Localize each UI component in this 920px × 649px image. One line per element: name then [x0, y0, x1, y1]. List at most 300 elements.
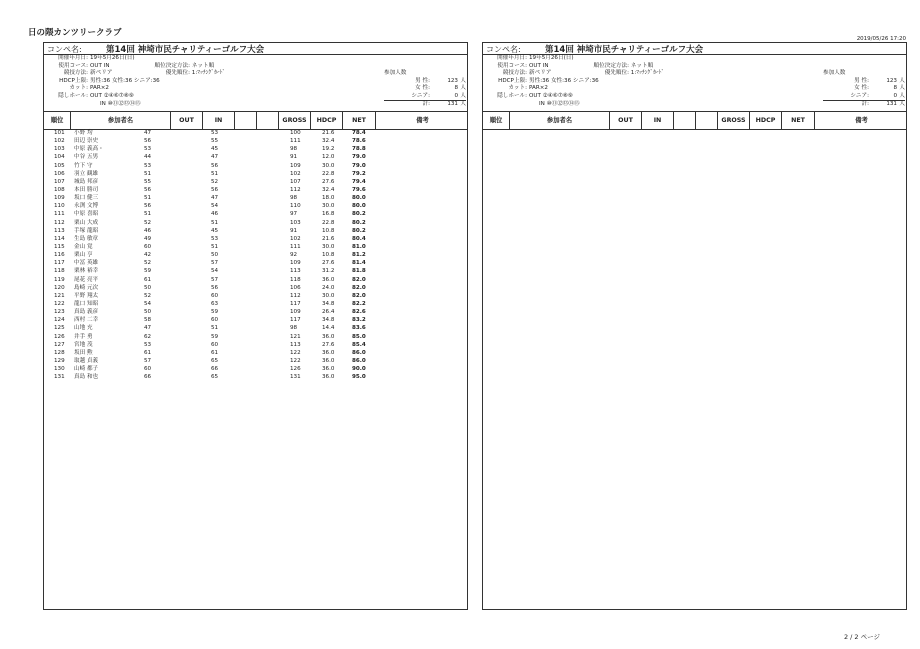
priority-value: 1:ﾏｯﾁﾝｸﾞｶｰﾄﾞ	[630, 70, 665, 77]
compe-name: 第14回 神埼市民チャリティーゴルフ大会	[106, 45, 265, 55]
cell-in: 57	[211, 276, 219, 283]
cell-hdcp: 26.4	[322, 309, 335, 316]
col-hdcp: HDCP	[311, 112, 343, 129]
cell-net: 79.2	[352, 170, 366, 177]
cell-net: 86.0	[352, 357, 366, 364]
cell-rank: 108	[54, 186, 65, 193]
cell-net: 86.0	[352, 349, 366, 356]
cell-rank: 124	[54, 317, 65, 324]
table-row	[44, 194, 467, 202]
cell-out: 61	[144, 276, 152, 283]
cell-net: 80.0	[352, 203, 366, 210]
table-row	[44, 316, 467, 324]
cell-gross: 107	[290, 178, 301, 185]
cell-rank: 116	[54, 252, 65, 259]
cell-net: 79.6	[352, 186, 366, 193]
cut-label: カット:	[508, 85, 527, 92]
cell-name: 手塚 龍昭	[74, 227, 99, 234]
compe-label: コンペ名:	[486, 45, 521, 54]
cell-rank: 110	[54, 203, 65, 210]
cell-hdcp: 32.4	[322, 186, 335, 193]
cell-name: 栗山 亨	[74, 252, 93, 259]
table-row	[44, 219, 467, 227]
cell-out: 42	[144, 252, 152, 259]
cell-in: 54	[211, 203, 219, 210]
cell-rank: 102	[54, 138, 65, 145]
col-name: 参加者名	[71, 112, 171, 129]
cell-net: 80.2	[352, 227, 366, 234]
course-label: 使用コース:	[58, 62, 88, 69]
cell-gross: 113	[290, 268, 301, 275]
hdcp-limit-value: 男性:36 女性:36 シニア:36	[529, 77, 599, 84]
col-hdcp: HDCP	[750, 112, 782, 129]
cell-gross: 97	[290, 211, 298, 218]
total-count: 131	[886, 101, 897, 108]
hidden-hole-in: IN ⑩⑪⑫⑬⑭⑮	[539, 100, 580, 107]
cell-net: 90.0	[352, 366, 366, 373]
cut-value: PAR×2	[529, 85, 548, 92]
table-row	[44, 235, 467, 243]
counts-title: 参加人数	[823, 70, 846, 76]
cell-out: 49	[144, 235, 152, 242]
participant-counts	[384, 70, 466, 109]
course-value: OUT IN	[90, 62, 110, 69]
cell-hdcp: 36.0	[322, 374, 335, 381]
cell-net: 83.6	[352, 325, 366, 332]
rank-method-value: ネット順	[630, 62, 654, 69]
male-count: 123	[447, 77, 458, 84]
cell-hdcp: 36.0	[322, 276, 335, 283]
cell-out: 53	[144, 162, 152, 169]
unit: 人	[460, 77, 466, 84]
method-label: 競技方法:	[502, 70, 527, 77]
cell-hdcp: 30.0	[322, 243, 335, 250]
cell-hdcp: 14.4	[322, 325, 335, 332]
hdcp-limit-value: 男性:36 女性:36 シニア:36	[90, 77, 160, 84]
cell-net: 82.0	[352, 292, 366, 299]
cell-out: 47	[144, 325, 152, 332]
cell-in: 53	[211, 130, 219, 136]
cell-rank: 126	[54, 333, 65, 340]
cell-gross: 92	[290, 252, 298, 259]
cell-net: 82.0	[352, 276, 366, 283]
col-net: NET	[782, 112, 815, 129]
unit: 人	[899, 101, 905, 108]
cell-out: 50	[144, 284, 152, 291]
cell-net: 82.6	[352, 309, 366, 316]
method-value: 新ペリア	[90, 70, 113, 77]
cell-net: 81.4	[352, 260, 366, 267]
cell-out: 51	[144, 195, 152, 202]
rank-method-value: ネット順	[191, 62, 215, 69]
cell-in: 56	[211, 284, 219, 291]
cell-name: 田辺 崇史	[74, 138, 99, 145]
cell-rank: 122	[54, 300, 65, 307]
cell-out: 61	[144, 349, 152, 356]
method-value: 新ペリア	[529, 70, 552, 77]
hidden-hole-label: 隠しホール:	[58, 92, 88, 99]
cell-rank: 118	[54, 268, 65, 275]
cell-rank: 119	[54, 276, 65, 283]
col-rank: 順位	[44, 112, 71, 129]
cell-rank: 125	[54, 325, 65, 332]
course-label: 使用コース:	[497, 62, 527, 69]
cell-gross: 126	[290, 366, 301, 373]
table-row	[44, 153, 467, 161]
cell-in: 61	[211, 349, 219, 356]
cell-gross: 103	[290, 219, 301, 226]
cell-out: 56	[144, 203, 152, 210]
cell-out: 50	[144, 309, 152, 316]
hdcp-limit-label: HDCP上限:	[498, 77, 527, 84]
cell-name: 羽立 観雄	[74, 170, 99, 177]
cell-in: 66	[211, 366, 219, 373]
cell-name: 小野 均	[74, 130, 93, 136]
cell-gross: 106	[290, 284, 301, 291]
participant-counts	[823, 70, 905, 109]
cell-hdcp: 30.0	[322, 203, 335, 210]
cell-rank: 131	[54, 374, 65, 381]
cell-out: 62	[144, 333, 152, 340]
hdcp-limit-label: HDCP上限:	[59, 77, 88, 84]
col-blank-2	[257, 112, 279, 129]
table-row	[44, 129, 467, 137]
cell-net: 79.0	[352, 154, 366, 161]
cell-out: 55	[144, 178, 152, 185]
table-row	[44, 186, 467, 194]
cell-gross: 122	[290, 349, 301, 356]
cell-net: 79.4	[352, 178, 366, 185]
cell-out: 52	[144, 292, 152, 299]
cell-hdcp: 18.0	[322, 195, 335, 202]
table-row	[44, 170, 467, 178]
cell-out: 53	[144, 341, 152, 348]
results-panel-right	[482, 42, 907, 610]
cell-name: 中谷 五男	[74, 154, 99, 161]
cell-in: 45	[211, 227, 219, 234]
cell-in: 56	[211, 162, 219, 169]
cell-name: 西村 二幸	[74, 317, 99, 324]
table-row	[44, 308, 467, 316]
cell-name: 龍口 知昭	[74, 300, 99, 307]
cell-rank: 103	[54, 146, 65, 153]
cell-out: 47	[144, 130, 152, 136]
print-timestamp: 2019/05/26 17:20	[856, 36, 906, 42]
compe-label: コンペ名:	[47, 45, 82, 54]
cell-hdcp: 12.0	[322, 154, 335, 161]
method-label: 競技方法:	[63, 70, 88, 77]
cell-gross: 98	[290, 195, 298, 202]
cell-gross: 131	[290, 374, 301, 381]
cell-out: 54	[144, 300, 152, 307]
cell-net: 80.2	[352, 219, 366, 226]
cell-rank: 121	[54, 292, 65, 299]
date-value: 19年5月26日(日)	[90, 55, 135, 61]
cell-net: 82.0	[352, 284, 366, 291]
cell-name: 中冨 英雄	[74, 260, 99, 267]
table-row	[44, 292, 467, 300]
cell-hdcp: 31.2	[322, 268, 335, 275]
cell-net: 85.0	[352, 333, 366, 340]
cell-gross: 111	[290, 243, 301, 250]
cell-net: 95.0	[352, 374, 366, 381]
cell-hdcp: 24.0	[322, 284, 335, 291]
col-out: OUT	[171, 112, 203, 129]
cell-net: 78.8	[352, 146, 366, 153]
cell-name: 坂田 勲	[74, 349, 93, 356]
cell-gross: 118	[290, 276, 301, 283]
cell-hdcp: 10.8	[322, 227, 335, 234]
cell-in: 54	[211, 268, 219, 275]
cell-rank: 104	[54, 154, 65, 161]
cell-rank: 120	[54, 284, 65, 291]
cell-in: 51	[211, 325, 219, 332]
cell-out: 59	[144, 268, 152, 275]
col-out: OUT	[610, 112, 642, 129]
col-net: NET	[343, 112, 376, 129]
cell-out: 58	[144, 317, 152, 324]
table-row	[44, 324, 467, 332]
cell-in: 65	[211, 374, 219, 381]
col-in: IN	[642, 112, 674, 129]
rank-info	[144, 63, 225, 78]
cell-name: 山崎 都子	[74, 366, 99, 373]
cell-in: 50	[211, 252, 219, 259]
cell-name: 金山 覚	[74, 243, 93, 250]
female-label: 女 性:	[415, 85, 430, 92]
cell-in: 47	[211, 195, 219, 202]
senior-label: シニア:	[411, 92, 430, 99]
hidden-hole-in: IN ⑩⑪⑫⑬⑭⑮	[100, 100, 141, 107]
table-row	[44, 341, 467, 349]
unit: 人	[460, 92, 466, 99]
cell-gross: 102	[290, 235, 301, 242]
results-table-header	[483, 111, 906, 130]
cell-hdcp: 21.6	[322, 235, 335, 242]
cell-name: 中原 喜昭	[74, 211, 99, 218]
cell-in: 45	[211, 146, 219, 153]
cell-in: 59	[211, 333, 219, 340]
cell-in: 63	[211, 300, 219, 307]
event-info	[44, 55, 160, 108]
col-blank-1	[235, 112, 257, 129]
cell-gross: 91	[290, 154, 298, 161]
cell-hdcp: 32.4	[322, 138, 335, 145]
cell-gross: 91	[290, 227, 298, 234]
cell-rank: 111	[54, 211, 65, 218]
table-row	[44, 162, 467, 170]
course-value: OUT IN	[529, 62, 549, 69]
table-row	[44, 202, 467, 210]
unit: 人	[899, 92, 905, 99]
compe-header	[483, 43, 906, 55]
cut-label: カット:	[69, 85, 88, 92]
female-count: 8	[454, 85, 458, 92]
col-blank-2	[696, 112, 718, 129]
date-label: 開催年月日:	[497, 55, 527, 61]
table-row	[44, 267, 467, 275]
cell-net: 81.8	[352, 268, 366, 275]
cell-net: 80.4	[352, 235, 366, 242]
cell-net: 81.0	[352, 243, 366, 250]
col-gross: GROSS	[279, 112, 311, 129]
cell-rank: 130	[54, 366, 65, 373]
cell-name: 真島 和也	[74, 374, 99, 381]
cell-in: 46	[211, 211, 219, 218]
cell-out: 46	[144, 227, 152, 234]
table-row	[44, 284, 467, 292]
cell-hdcp: 22.8	[322, 219, 335, 226]
cell-in: 59	[211, 309, 219, 316]
cell-net: 80.2	[352, 211, 366, 218]
col-remarks: 備考	[416, 117, 429, 124]
hidden-hole-out: OUT ②④⑥⑦⑧⑨	[529, 92, 573, 99]
cell-gross: 109	[290, 162, 301, 169]
cell-out: 51	[144, 170, 152, 177]
table-row	[44, 137, 467, 145]
total-count: 131	[447, 101, 458, 108]
cell-net: 80.0	[352, 195, 366, 202]
cell-in: 51	[211, 219, 219, 226]
unit: 人	[899, 85, 905, 92]
cell-gross: 100	[290, 130, 301, 136]
cell-in: 65	[211, 357, 219, 364]
cell-gross: 109	[290, 260, 301, 267]
results-table-header	[44, 111, 467, 130]
cell-gross: 109	[290, 309, 301, 316]
senior-count: 0	[454, 92, 458, 99]
hidden-hole-out: OUT ②④⑥⑦⑧⑨	[90, 92, 134, 99]
cell-name: 竹下 守	[74, 162, 93, 169]
cell-out: 52	[144, 260, 152, 267]
female-count: 8	[893, 85, 897, 92]
page-number: 2 / 2 ページ	[843, 633, 880, 641]
cell-net: 81.2	[352, 252, 366, 259]
cell-hdcp: 36.0	[322, 366, 335, 373]
cell-name: 真島 義彦	[74, 309, 99, 316]
cell-gross: 111	[290, 138, 301, 145]
table-row	[44, 373, 467, 381]
cell-name: 本田 勝司	[74, 186, 99, 193]
total-label: 計:	[861, 101, 869, 108]
event-info	[483, 55, 599, 108]
cell-net: 78.6	[352, 138, 366, 145]
cell-gross: 102	[290, 170, 301, 177]
cell-in: 60	[211, 341, 219, 348]
cell-name: 取越 貞義	[74, 357, 99, 364]
hidden-hole-label: 隠しホール:	[497, 92, 527, 99]
col-gross: GROSS	[718, 112, 750, 129]
cell-name: 島崎 元次	[74, 284, 99, 291]
cell-hdcp: 21.6	[322, 130, 335, 136]
cell-name: 栗林 裕幸	[74, 268, 99, 275]
priority-value: 1:ﾏｯﾁﾝｸﾞｶｰﾄﾞ	[191, 70, 226, 77]
club-name: 日の隈カンツリークラブ	[28, 28, 122, 38]
cell-name: 宮地 茂	[74, 341, 93, 348]
table-row	[44, 357, 467, 365]
rank-info	[583, 63, 664, 78]
cell-name: 中原 義高・	[74, 146, 104, 153]
cell-in: 56	[211, 186, 219, 193]
senior-label: シニア:	[850, 92, 869, 99]
cell-name: 生島 敏章	[74, 235, 99, 242]
cell-name: 栗山 大成	[74, 219, 99, 226]
table-row	[44, 349, 467, 357]
table-row	[44, 145, 467, 153]
table-row	[44, 227, 467, 235]
col-blank-1	[674, 112, 696, 129]
date-value: 19年5月26日(日)	[529, 55, 574, 61]
cell-in: 52	[211, 178, 219, 185]
table-row	[44, 300, 467, 308]
priority-label: 優先順位:	[604, 70, 629, 77]
cell-in: 47	[211, 154, 219, 161]
cell-rank: 128	[54, 349, 65, 356]
cell-rank: 113	[54, 227, 65, 234]
cell-gross: 113	[290, 341, 301, 348]
cell-out: 66	[144, 374, 152, 381]
results-table-body	[44, 129, 467, 381]
cell-hdcp: 27.6	[322, 178, 335, 185]
col-rank: 順位	[483, 112, 510, 129]
cell-hdcp: 30.0	[322, 162, 335, 169]
male-count: 123	[886, 77, 897, 84]
table-row	[44, 243, 467, 251]
table-row	[44, 251, 467, 259]
cell-hdcp: 10.8	[322, 252, 335, 259]
table-row	[44, 276, 467, 284]
cell-rank: 123	[54, 309, 65, 316]
cell-name: 山地 充	[74, 325, 93, 332]
cell-rank: 115	[54, 243, 65, 250]
cell-rank: 105	[54, 162, 65, 169]
counts-title: 参加人数	[384, 70, 407, 76]
cell-name: 城島 邦彦	[74, 178, 99, 185]
compe-header	[44, 43, 467, 55]
col-in: IN	[203, 112, 235, 129]
cell-out: 52	[144, 219, 152, 226]
cell-rank: 112	[54, 219, 65, 226]
cell-hdcp: 34.8	[322, 317, 335, 324]
cell-in: 60	[211, 317, 219, 324]
cell-hdcp: 27.6	[322, 260, 335, 267]
cell-out: 53	[144, 146, 152, 153]
cell-rank: 109	[54, 195, 65, 202]
cell-out: 56	[144, 186, 152, 193]
cell-out: 51	[144, 211, 152, 218]
cell-rank: 127	[54, 341, 65, 348]
cell-net: 85.4	[352, 341, 366, 348]
cell-in: 51	[211, 243, 219, 250]
cell-name: 永渕 文博	[74, 203, 99, 210]
cell-rank: 106	[54, 170, 65, 177]
cell-name: 平野 翔太	[74, 292, 99, 299]
cell-hdcp: 34.8	[322, 300, 335, 307]
cell-gross: 122	[290, 357, 301, 364]
table-row	[44, 210, 467, 218]
senior-count: 0	[893, 92, 897, 99]
cell-in: 55	[211, 138, 219, 145]
cell-net: 83.2	[352, 317, 366, 324]
cut-value: PAR×2	[90, 85, 109, 92]
cell-in: 60	[211, 292, 219, 299]
cell-name: 尾花 亮平	[74, 276, 99, 283]
cell-hdcp: 19.2	[322, 146, 335, 153]
cell-name: 坂口 健三	[74, 195, 99, 202]
cell-rank: 129	[54, 357, 65, 364]
cell-gross: 117	[290, 317, 301, 324]
cell-hdcp: 16.8	[322, 211, 335, 218]
